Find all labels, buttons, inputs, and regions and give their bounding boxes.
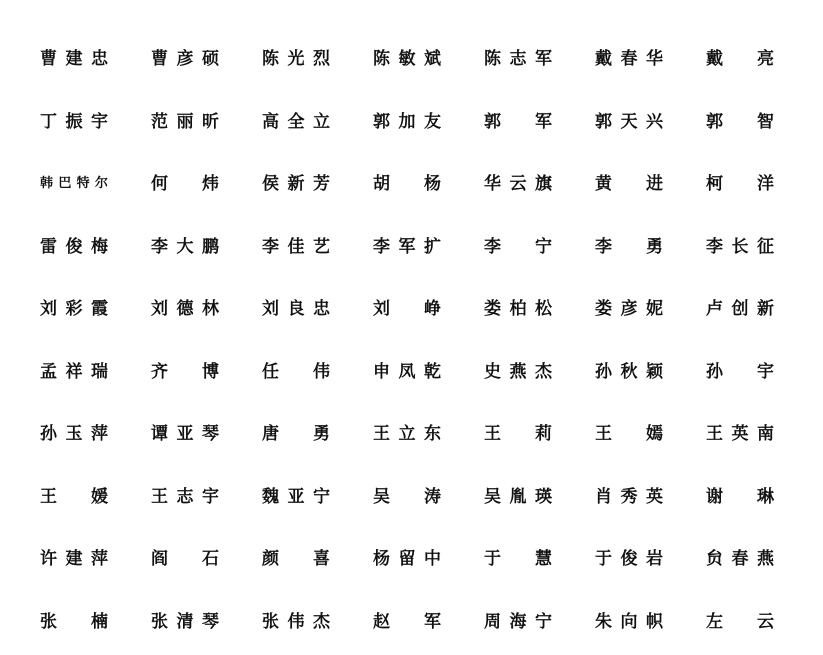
person-name: 刘 峥 xyxy=(373,299,441,320)
name-cell xyxy=(595,414,706,454)
name-cell xyxy=(151,39,262,79)
person-name: 娄 彦 妮 xyxy=(595,299,663,320)
name-cell xyxy=(484,164,595,204)
person-name: 吴 胤 瑛 xyxy=(484,486,552,507)
person-name: 申 凤 乾 xyxy=(373,361,441,382)
person-name: 孙 宇 xyxy=(706,361,774,382)
person-name: 陈 敏 斌 xyxy=(373,49,441,70)
person-name: 王 志 宇 xyxy=(151,486,219,507)
name-cell xyxy=(262,39,373,79)
name-cell xyxy=(262,602,373,642)
name-cell xyxy=(40,39,151,79)
name-cell xyxy=(706,602,817,642)
name-cell xyxy=(151,289,262,329)
name-cell xyxy=(373,414,484,454)
person-name: 韩 巴 特 尔 xyxy=(40,176,108,192)
person-name: 郭 天 兴 xyxy=(595,111,663,132)
person-name: 郭 加 友 xyxy=(373,111,441,132)
person-name: 史 燕 杰 xyxy=(484,361,552,382)
name-cell xyxy=(595,227,706,267)
name-cell xyxy=(40,539,151,579)
name-cell xyxy=(706,102,817,142)
person-name: 孟 祥 瑞 xyxy=(40,361,108,382)
person-name: 刘 彩 霞 xyxy=(40,299,108,320)
name-cell xyxy=(706,39,817,79)
person-name: 范 丽 昕 xyxy=(151,111,219,132)
person-name: 王 嫣 xyxy=(595,424,663,445)
person-name: 谭 亚 琴 xyxy=(151,424,219,445)
name-row xyxy=(40,216,800,279)
name-row xyxy=(40,528,800,591)
name-cell xyxy=(40,602,151,642)
person-name: 王 立 东 xyxy=(373,424,441,445)
person-name: 李 长 征 xyxy=(706,236,774,257)
name-cell xyxy=(595,477,706,517)
person-name: 李 佳 艺 xyxy=(262,236,330,257)
person-name: 黄 进 xyxy=(595,174,663,195)
person-name: 戴 春 华 xyxy=(595,49,663,70)
name-row xyxy=(40,466,800,529)
person-name: 贠 春 燕 xyxy=(706,549,774,570)
person-name: 魏 亚 宁 xyxy=(262,486,330,507)
name-cell xyxy=(373,289,484,329)
name-cell xyxy=(484,352,595,392)
person-name: 陈 志 军 xyxy=(484,49,552,70)
person-name: 卢 创 新 xyxy=(706,299,774,320)
name-cell xyxy=(595,289,706,329)
name-cell xyxy=(262,414,373,454)
person-name: 何 炜 xyxy=(151,174,219,195)
person-name: 侯 新 芳 xyxy=(262,174,330,195)
person-name: 肖 秀 英 xyxy=(595,486,663,507)
name-cell xyxy=(706,477,817,517)
name-cell xyxy=(484,102,595,142)
name-cell xyxy=(706,227,817,267)
person-name: 王 媛 xyxy=(40,486,108,507)
name-cell xyxy=(40,352,151,392)
person-name: 柯 洋 xyxy=(706,174,774,195)
name-cell xyxy=(373,227,484,267)
person-name: 张 楠 xyxy=(40,611,108,632)
person-name: 孙 秋 颖 xyxy=(595,361,663,382)
person-name: 任 伟 xyxy=(262,361,330,382)
name-row xyxy=(40,28,800,91)
person-name: 阎 石 xyxy=(151,549,219,570)
person-name: 王 英 南 xyxy=(706,424,774,445)
name-cell xyxy=(262,477,373,517)
name-row xyxy=(40,278,800,341)
name-cell xyxy=(373,602,484,642)
name-cell xyxy=(40,414,151,454)
name-cell xyxy=(40,102,151,142)
name-cell xyxy=(595,352,706,392)
person-name: 周 海 宁 xyxy=(484,611,552,632)
person-name: 左 云 xyxy=(706,611,774,632)
person-name: 杨 留 中 xyxy=(373,549,441,570)
person-name: 朱 向 帜 xyxy=(595,611,663,632)
name-cell xyxy=(484,477,595,517)
name-cell xyxy=(151,602,262,642)
person-name: 张 清 琴 xyxy=(151,611,219,632)
name-cell xyxy=(151,227,262,267)
person-name: 李 军 扩 xyxy=(373,236,441,257)
name-cell xyxy=(706,352,817,392)
name-cell xyxy=(40,227,151,267)
name-cell xyxy=(706,289,817,329)
person-name: 颜 喜 xyxy=(262,549,330,570)
person-name: 李 宁 xyxy=(484,236,552,257)
name-cell xyxy=(151,102,262,142)
person-name: 孙 玉 萍 xyxy=(40,424,108,445)
person-name: 李 大 鹏 xyxy=(151,236,219,257)
person-name: 丁 振 宇 xyxy=(40,111,108,132)
person-name: 雷 俊 梅 xyxy=(40,236,108,257)
name-cell xyxy=(595,539,706,579)
name-row xyxy=(40,591,800,654)
name-cell xyxy=(151,477,262,517)
name-row xyxy=(40,91,800,154)
name-cell xyxy=(373,477,484,517)
name-cell xyxy=(595,602,706,642)
person-name: 郭 军 xyxy=(484,111,552,132)
name-row xyxy=(40,403,800,466)
person-name: 曹 建 忠 xyxy=(40,49,108,70)
name-row xyxy=(40,153,800,216)
name-cell xyxy=(595,39,706,79)
name-cell xyxy=(40,477,151,517)
name-cell xyxy=(262,102,373,142)
person-name: 谢 琳 xyxy=(706,486,774,507)
person-name: 许 建 萍 xyxy=(40,549,108,570)
name-list-grid xyxy=(40,28,800,653)
person-name: 胡 杨 xyxy=(373,174,441,195)
name-cell xyxy=(151,539,262,579)
name-cell xyxy=(595,164,706,204)
name-cell xyxy=(262,227,373,267)
person-name: 唐 勇 xyxy=(262,424,330,445)
name-cell xyxy=(484,289,595,329)
name-cell xyxy=(373,102,484,142)
person-name: 吴 涛 xyxy=(373,486,441,507)
person-name: 王 莉 xyxy=(484,424,552,445)
name-cell xyxy=(484,602,595,642)
name-cell xyxy=(262,539,373,579)
name-cell xyxy=(484,39,595,79)
person-name: 于 俊 岩 xyxy=(595,549,663,570)
name-cell xyxy=(484,227,595,267)
name-cell xyxy=(151,352,262,392)
name-cell xyxy=(706,414,817,454)
person-name: 张 伟 杰 xyxy=(262,611,330,632)
person-name: 高 全 立 xyxy=(262,111,330,132)
name-cell xyxy=(40,289,151,329)
person-name: 齐 博 xyxy=(151,361,219,382)
name-cell xyxy=(706,539,817,579)
person-name: 陈 光 烈 xyxy=(262,49,330,70)
person-name: 娄 柏 松 xyxy=(484,299,552,320)
name-cell xyxy=(151,414,262,454)
name-cell xyxy=(706,164,817,204)
name-cell xyxy=(484,539,595,579)
person-name: 李 勇 xyxy=(595,236,663,257)
name-cell xyxy=(373,352,484,392)
name-cell xyxy=(262,352,373,392)
name-cell xyxy=(262,289,373,329)
name-row xyxy=(40,341,800,404)
name-cell xyxy=(373,39,484,79)
name-cell xyxy=(151,164,262,204)
name-cell xyxy=(484,414,595,454)
name-cell xyxy=(373,539,484,579)
name-cell xyxy=(40,164,151,204)
name-cell xyxy=(595,102,706,142)
person-name: 刘 德 林 xyxy=(151,299,219,320)
name-cell xyxy=(262,164,373,204)
person-name: 曹 彦 硕 xyxy=(151,49,219,70)
person-name: 戴 亮 xyxy=(706,49,774,70)
person-name: 郭 智 xyxy=(706,111,774,132)
person-name: 华 云 旗 xyxy=(484,174,552,195)
name-cell xyxy=(373,164,484,204)
person-name: 刘 良 忠 xyxy=(262,299,330,320)
person-name: 赵 军 xyxy=(373,611,441,632)
person-name: 于 慧 xyxy=(484,549,552,570)
